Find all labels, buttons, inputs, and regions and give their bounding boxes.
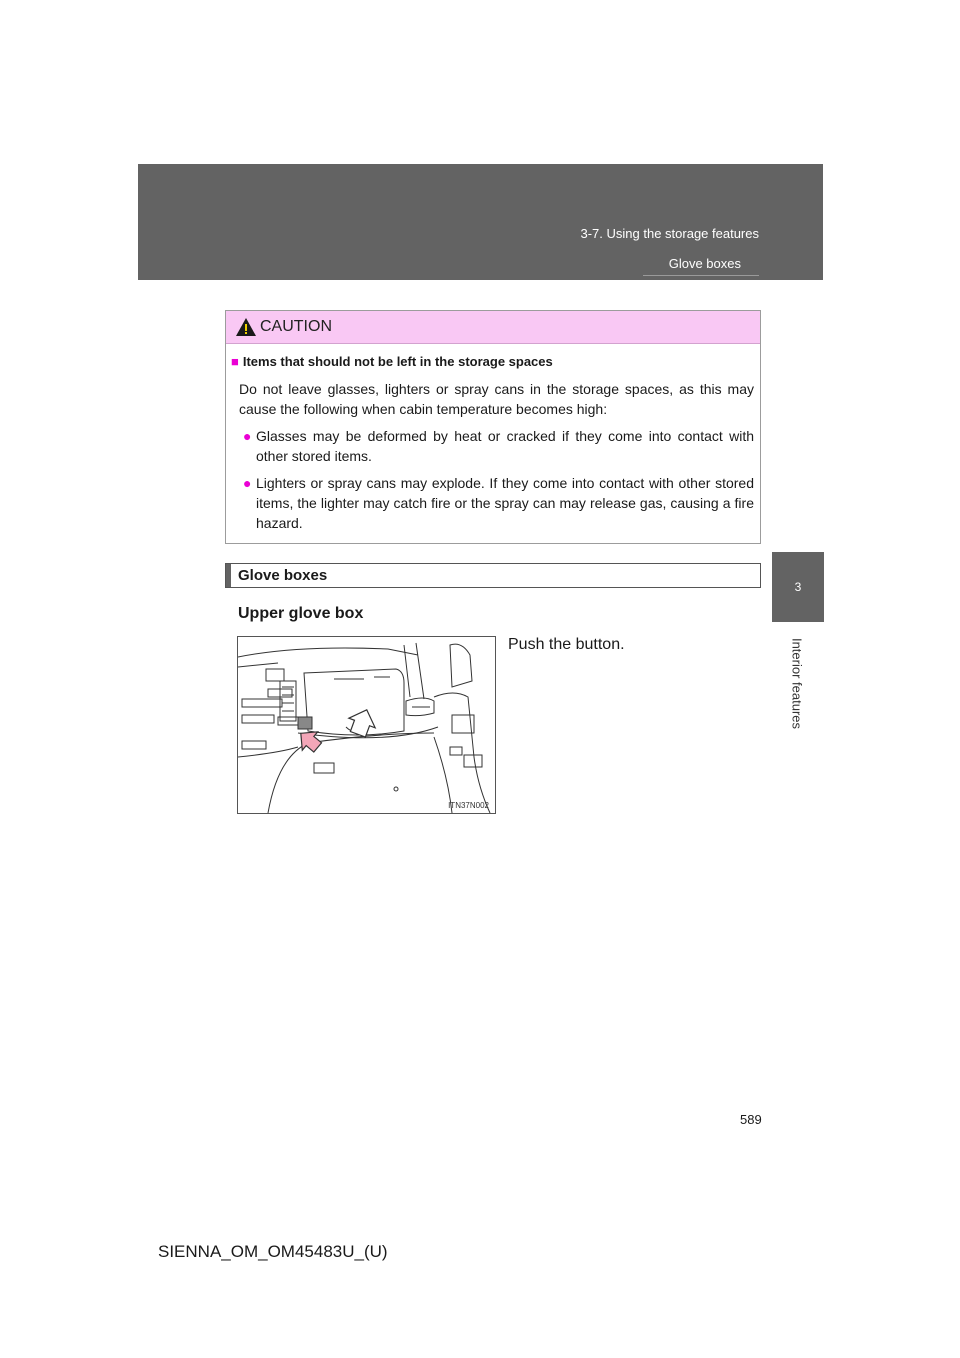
caution-title: CAUTION [260,318,332,335]
glove-box-illustration [237,636,496,814]
caution-bullet [233,426,754,466]
square-bullet-icon: ■ [231,354,239,369]
figure-code: ITN37N002 [448,801,489,810]
warning-icon [235,317,257,337]
header-section: 3-7. Using the storage features [580,226,759,241]
chapter-label: Interior features [789,637,805,730]
header-divider [643,275,759,276]
bullet-dot-icon: ● [243,428,252,444]
caution-header [226,311,760,344]
caution-body [226,344,760,533]
header-subsection: Glove boxes [668,256,741,271]
page-number: 589 [740,1112,762,1127]
subsection-title: Upper glove box [238,605,364,622]
caution-item-title-text: Items that should not be left in the storage spaces [242,354,553,369]
bullet-dot-icon: ● [243,475,252,491]
caution-intro: Do not leave glasses, lighters or spray cans in the storage spaces, as this may cause the following when cabin temperature becomes high: [239,381,754,417]
section-heading [225,563,761,588]
page-header [138,164,823,280]
caution-box [225,310,761,544]
caution-bullet-text: Glasses may be deformed by heat or cracked if they come into contact with other stored items. [256,428,754,464]
caution-bullet-text: Lighters or spray cans may explode. If they come into contact with other stored items, the lighter may catch fire or the spray can may release gas, causing a fire hazard. [256,475,754,531]
section-accent [226,564,231,587]
instruction-text: Push the button. [508,636,625,653]
document-id: SIENNA_OM_OM45483U_(U) [158,1242,388,1261]
section-title: Glove boxes [238,567,328,584]
chapter-tab: 3 [772,552,824,622]
caution-bullet [233,473,754,533]
caution-item-title [231,352,754,372]
dashboard-drawing [238,637,495,813]
